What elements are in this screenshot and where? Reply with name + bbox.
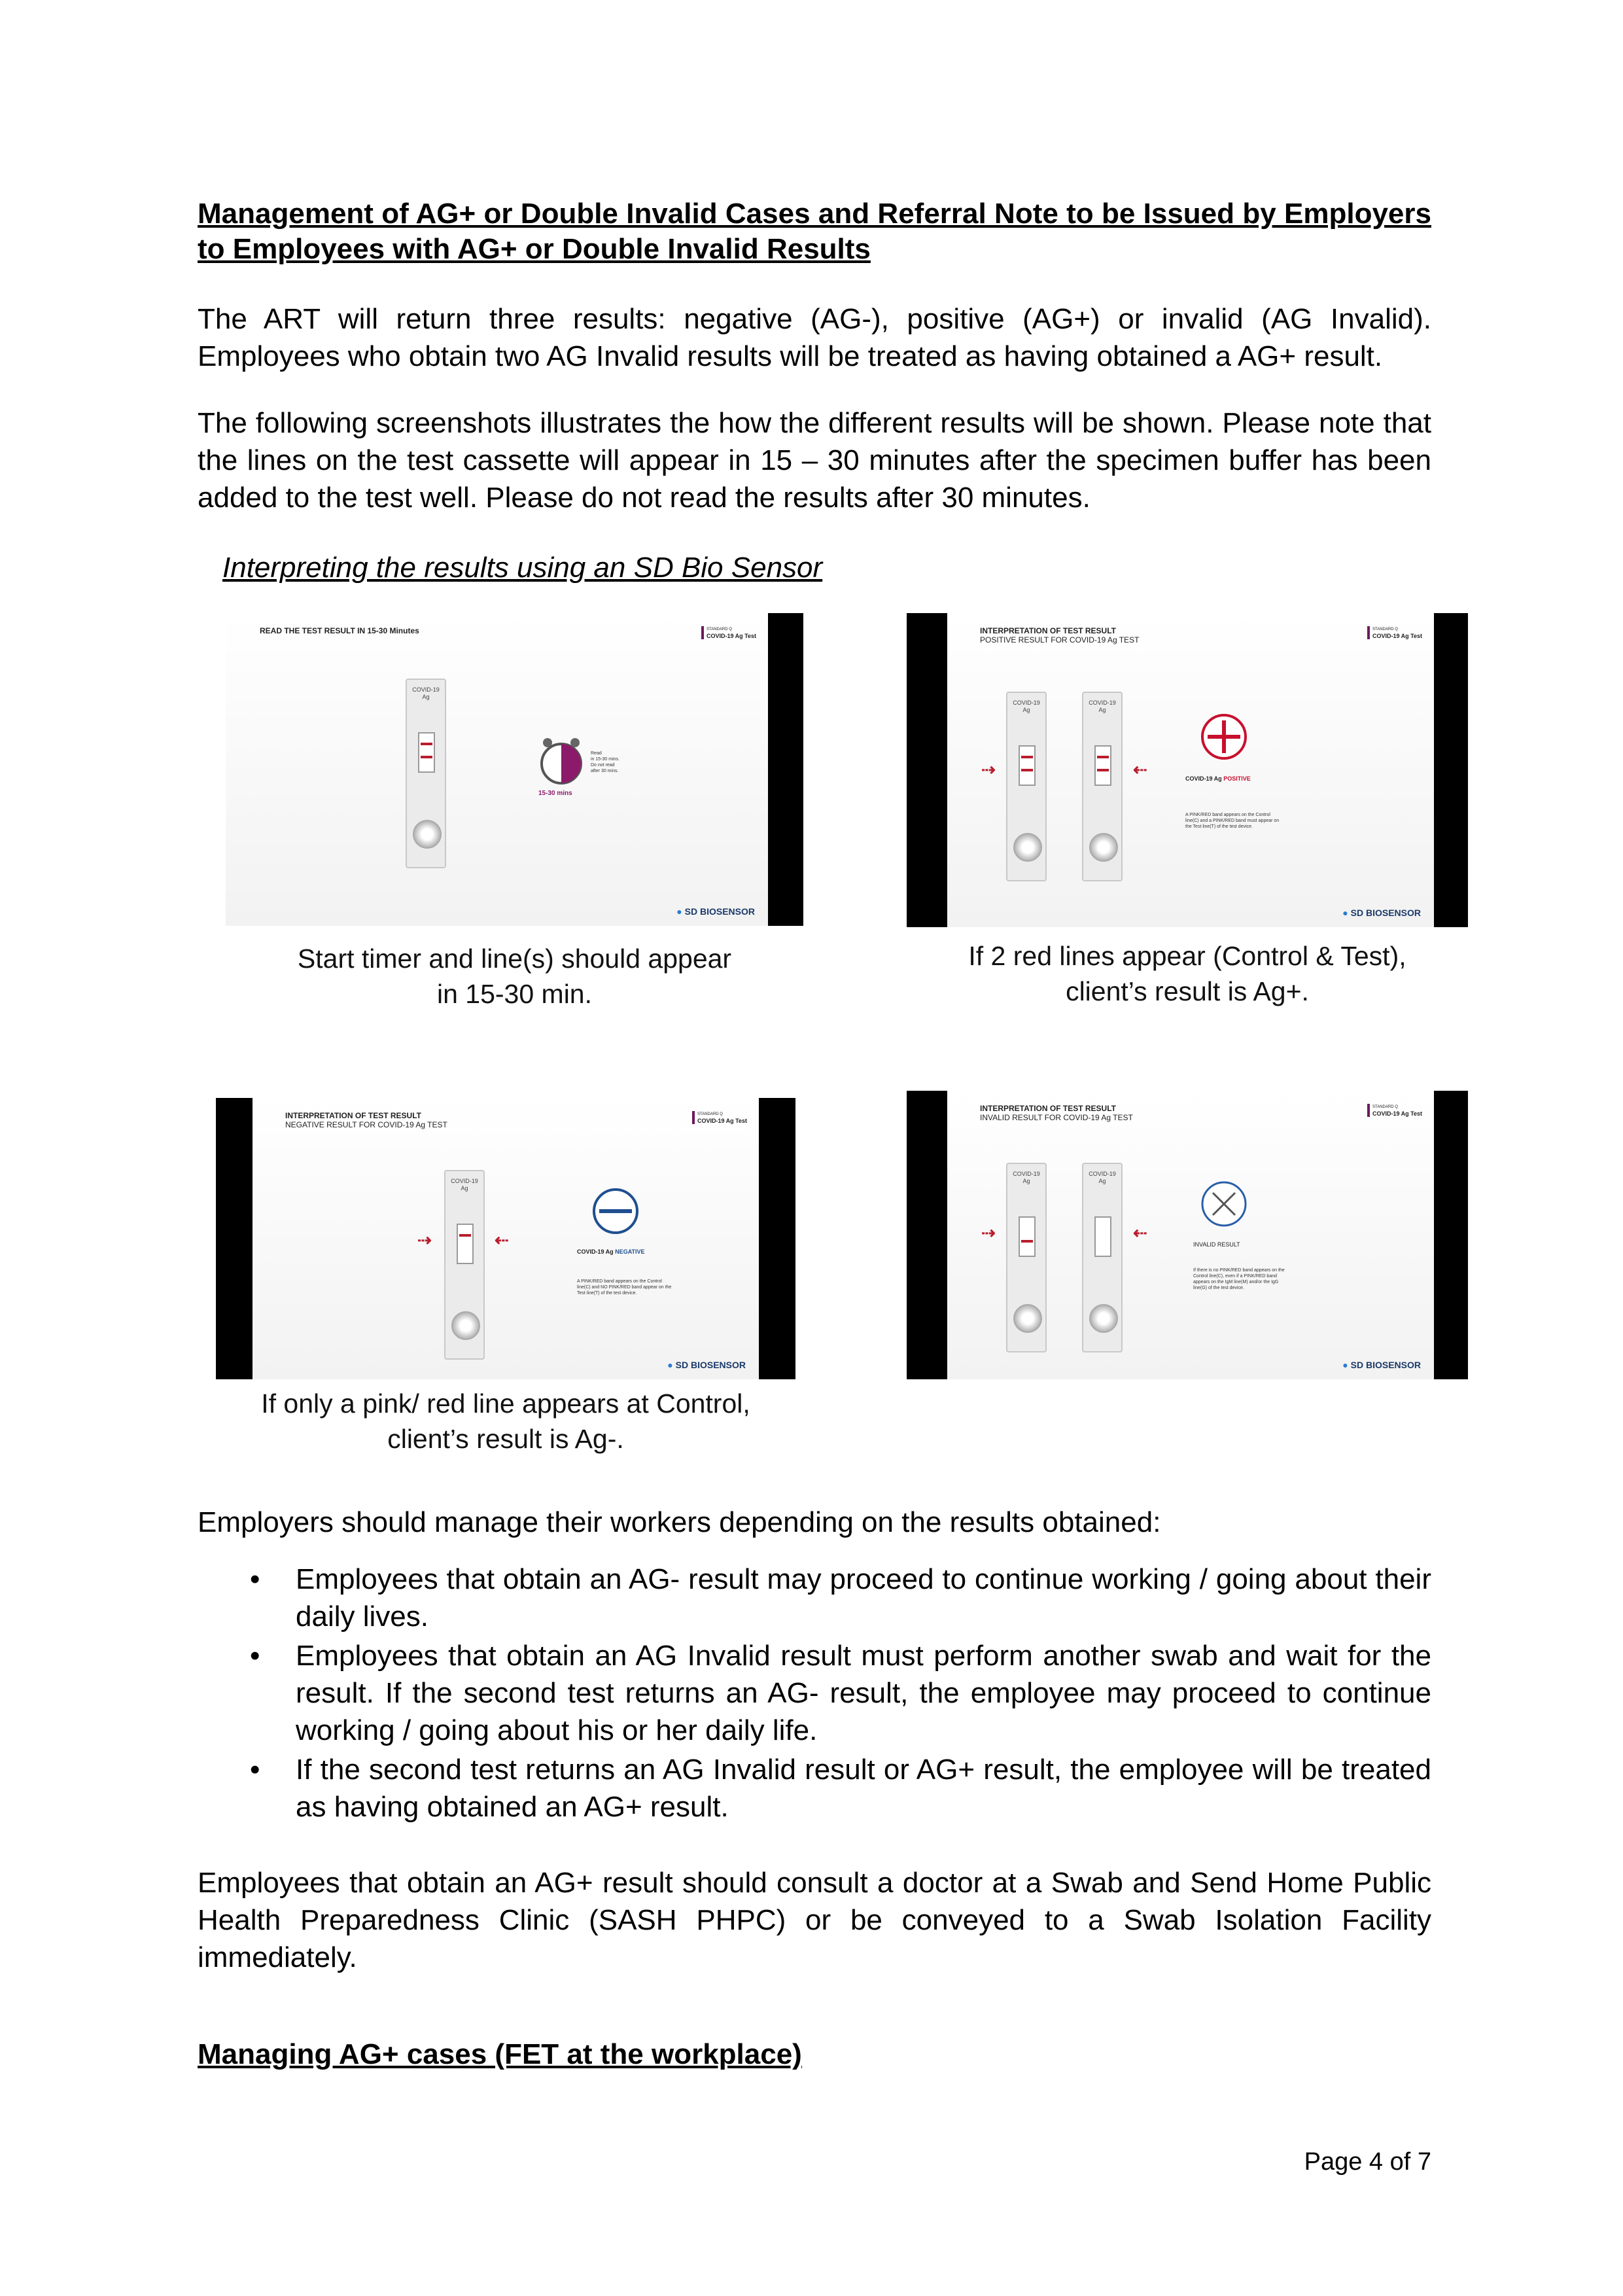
timer-note: Read in 15-30 mins. Do not read after 30 mins. <box>591 751 620 773</box>
test-cassette-positive: COVID-19 Ag <box>1006 692 1047 881</box>
slide-header: INTERPRETATION OF TEST RESULT NEGATIVE RESULT FOR COVID-19 Ag TEST <box>285 1111 447 1129</box>
arrow-right-icon: ⇢ <box>981 1223 996 1243</box>
negative-minus-icon <box>591 1187 640 1235</box>
arrow-right-icon: ⇢ <box>417 1230 432 1250</box>
positive-caption: If 2 red lines appear (Control & Test), client’s result is Ag+. <box>968 941 1406 1006</box>
slide-header: READ THE TEST RESULT IN 15-30 Minutes <box>260 626 419 635</box>
managing-heading: Managing AG+ cases (FET at the workplace) <box>198 2038 802 2070</box>
management-list <box>198 1561 1431 1828</box>
arrow-right-icon: ⇢ <box>981 760 996 779</box>
brand-label: STANDARD Q COVID-19 Ag Test <box>1367 626 1422 639</box>
list-item: • If the second test returns an AG Invalid result or AG+ result, the employee will be treated as having obtained an AG+ result. <box>250 1754 1431 1823</box>
screenshots-paragraph: The following screenshots illustrates the how the different results will be shown. Please note that the lines on the test cassette will appear in 15 – 30 minutes after the specimen buffer has been added to the test well. Please do not read the results after 30 minutes. <box>198 407 1431 514</box>
list-item: • Employees that obtain an AG- result may proceed to continue working / going about their daily lives. <box>250 1563 1431 1633</box>
timer-clock-icon <box>538 736 584 788</box>
ag-positive-paragraph: Employees that obtain an AG+ result should consult a doctor at a Swab and Send Home Public Health Preparedness Clinic (SASH PHPC) or be conveyed to a Swab Isolation Facility immediately. <box>198 1867 1431 1973</box>
brand-label: STANDARD Q COVID-19 Ag Test <box>1367 1104 1422 1117</box>
screenshot-invalid <box>907 1091 1468 1379</box>
test-cassette-invalid: COVID-19 Ag <box>1082 1163 1123 1352</box>
management-intro: Employers should manage their workers depending on the results obtained: <box>198 1506 1161 1538</box>
result-note: If there is no PINK/RED band appears on the Control line(C), even if a PINK/RED band appears on the IgM line(M) and/or the IgG line(G) of the test device. <box>1193 1268 1285 1290</box>
brand-label: STANDARD Q COVID-19 Ag Test <box>701 626 756 639</box>
screenshot-timer <box>226 613 803 926</box>
result-note: A PINK/RED band appears on the Control line(C) and NO PINK/RED band appear on the Test line(T) of the test device. <box>577 1279 672 1296</box>
result-title: INVALID RESULT <box>1193 1241 1240 1248</box>
figure-caption: Interpreting the results using an SD Bio Sensor <box>222 552 823 584</box>
negative-caption: If only a pink/ red line appears at Control, client’s result is Ag-. <box>261 1388 750 1454</box>
result-title: COVID-19 Ag POSITIVE <box>1185 775 1251 782</box>
page-number: Page 4 of 7 <box>1304 2148 1431 2176</box>
test-cassette-invalid: COVID-19 Ag <box>1006 1163 1047 1352</box>
intro-paragraph: The ART will return three results: negative (AG-), positive (AG+) or invalid (AG Invalid). Employees who obtain two AG Invalid results will be treated as having obtained a AG+ result. <box>198 303 1431 372</box>
test-cassette-negative: COVID-19 Ag <box>444 1170 485 1360</box>
list-item: • Employees that obtain an AG Invalid result must perform another swab and wait for the result. If the second test returns an AG- result, the employee may proceed to continue working / going about his or her daily life. <box>250 1640 1431 1746</box>
timer-caption: Start timer and line(s) should appear in 15-30 min. <box>297 944 732 1009</box>
slide-header: INTERPRETATION OF TEST RESULT POSITIVE RESULT FOR COVID-19 Ag TEST <box>980 626 1140 645</box>
arrow-left-icon: ⇠ <box>1133 1223 1147 1243</box>
timer-label: 15-30 mins <box>538 790 572 797</box>
screenshot-negative <box>216 1098 795 1379</box>
test-cassette-positive: COVID-19 Ag <box>1082 692 1123 881</box>
positive-plus-icon <box>1200 713 1248 761</box>
test-cassette: COVID-19 Ag <box>406 679 446 868</box>
screenshot-positive <box>907 613 1468 927</box>
slide-header: INTERPRETATION OF TEST RESULT INVALID RESULT FOR COVID-19 Ag TEST <box>980 1104 1133 1122</box>
invalid-x-icon <box>1200 1180 1248 1228</box>
arrow-left-icon: ⇠ <box>495 1230 509 1250</box>
arrow-left-icon: ⇠ <box>1133 760 1147 779</box>
brand-label: STANDARD Q COVID-19 Ag Test <box>692 1111 747 1124</box>
sd-biosensor-logo: ● SD BIOSENSOR <box>1342 908 1421 918</box>
sd-biosensor-logo: ● SD BIOSENSOR <box>1342 1360 1421 1370</box>
sd-biosensor-logo: ● SD BIOSENSOR <box>667 1360 746 1370</box>
result-note: A PINK/RED band appears on the Control line(C) and a PINK/RED band must appear on the Test line(T) of the test device. <box>1185 813 1280 829</box>
sd-biosensor-logo: ● SD BIOSENSOR <box>676 906 755 917</box>
result-title: COVID-19 Ag NEGATIVE <box>577 1248 645 1255</box>
section-heading: Management of AG+ or Double Invalid Cases and Referral Note to be Issued by Employers to Employees with AG+ or Double Invalid Results <box>198 198 1431 265</box>
